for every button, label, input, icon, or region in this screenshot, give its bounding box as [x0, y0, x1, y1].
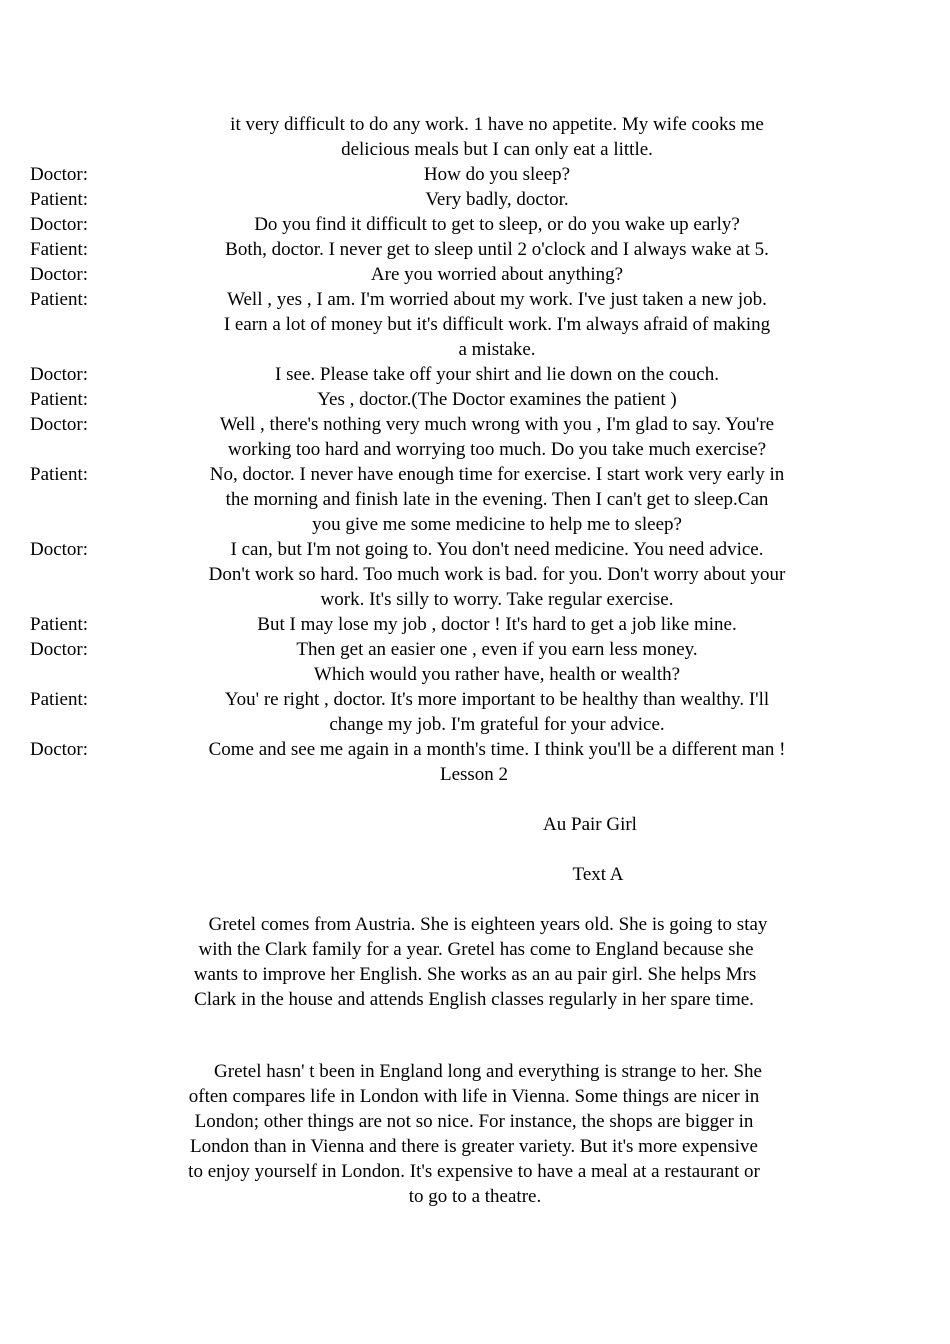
dialogue-text: How do you sleep?	[423, 164, 571, 185]
dialogue-line	[0, 512, 950, 537]
dialogue-speaker: Doctor:	[30, 364, 89, 385]
dialogue-text: Well , there's nothing very much wrong with you , I'm glad to say. You're	[219, 414, 775, 435]
dialogue-line	[0, 462, 950, 487]
paragraph-text: wants to improve her English. She works as an au pair girl. She helps Mrs	[193, 964, 757, 985]
paragraph-line	[0, 962, 950, 987]
dialogue-line	[0, 687, 950, 712]
dialogue-line	[0, 337, 950, 362]
dialogue-line	[0, 362, 950, 387]
paragraph-text: Gretel hasn' t been in England long and everything is strange to her. She	[214, 1061, 762, 1082]
dialogue-speaker: Patient:	[30, 464, 89, 485]
dialogue-text: Do you find it difficult to get to sleep, or do you wake up early?	[254, 214, 740, 235]
dialogue-text: You' re right , doctor. It's more important to be healthy than wealthy. I'll	[224, 689, 770, 710]
dialogue-line	[0, 287, 950, 312]
lesson-title: Au Pair Girl	[543, 814, 637, 835]
paragraph-text: to go to a theatre.	[408, 1186, 542, 1207]
dialogue-line	[0, 187, 950, 212]
dialogue-speaker: Fatient:	[30, 239, 89, 260]
dialogue-line	[0, 262, 950, 287]
dialogue-speaker: Doctor:	[30, 414, 89, 435]
paragraph-text: to enjoy yourself in London. It's expensive to have a meal at a restaurant or	[188, 1161, 760, 1182]
dialogue-text: I earn a lot of money but it's difficult work. I'm always afraid of making	[223, 314, 771, 335]
lesson-title-line	[0, 812, 950, 837]
dialogue-line	[0, 662, 950, 687]
text-label: Text A	[572, 864, 624, 885]
paragraph-text: Gretel comes from Austria. She is eighteen years old. She is going to stay	[208, 914, 768, 935]
dialogue-text: Don't work so hard. Too much work is bad. for you. Don't worry about your	[208, 564, 786, 585]
paragraph-line	[0, 1059, 950, 1084]
dialogue-line	[0, 712, 950, 737]
dialogue-speaker: Patient:	[30, 689, 89, 710]
dialogue-line	[0, 612, 950, 637]
dialogue-line	[0, 237, 950, 262]
paragraph-line	[0, 1184, 950, 1209]
paragraph-line	[0, 1109, 950, 1134]
dialogue-speaker: Patient:	[30, 614, 89, 635]
dialogue-text: No, doctor. I never have enough time for exercise. I start work very early in	[209, 464, 785, 485]
paragraph-line	[0, 937, 950, 962]
paragraph-text: with the Clark family for a year. Gretel has come to England because she	[198, 939, 754, 960]
paragraph-text: Clark in the house and attends English classes regularly in her spare time.	[194, 989, 754, 1010]
dialogue-line	[0, 437, 950, 462]
dialogue-text: Come and see me again in a month's time. I think you'll be a different man !	[208, 739, 786, 760]
dialogue-text: Then get an easier one , even if you earn less money.	[296, 639, 698, 660]
dialogue-speaker: Patient:	[30, 189, 89, 210]
dialogue-text: I can, but I'm not going to. You don't need medicine. You need advice.	[230, 539, 764, 560]
dialogue-speaker: Doctor:	[30, 539, 89, 560]
dialogue-text: working too hard and worrying too much. Do you take much exercise?	[227, 439, 767, 460]
dialogue-text: Well , yes , I am. I'm worried about my work. I've just taken a new job.	[227, 289, 767, 310]
paragraph-line	[0, 1159, 950, 1184]
dialogue-text: Are you worried about anything?	[370, 264, 624, 285]
dialogue-text: Very badly, doctor.	[425, 189, 569, 210]
lesson-label: Lesson 2	[439, 764, 509, 785]
dialogue-line	[0, 637, 950, 662]
dialogue-speaker: Doctor:	[30, 264, 89, 285]
dialogue-line	[0, 312, 950, 337]
dialogue-speaker: Doctor:	[30, 739, 89, 760]
dialogue-text: a mistake.	[458, 339, 536, 360]
dialogue-line	[0, 212, 950, 237]
dialogue-text: change my job. I'm grateful for your advice.	[329, 714, 665, 735]
dialogue-speaker: Patient:	[30, 289, 89, 310]
dialogue-line	[0, 587, 950, 612]
dialogue-text: Both, doctor. I never get to sleep until 2 o'clock and I always wake at 5.	[225, 239, 769, 260]
dialogue-line	[0, 537, 950, 562]
dialogue-text: But I may lose my job , doctor ! It's hard to get a job like mine.	[257, 614, 737, 635]
dialogue-text: Yes , doctor.(The Doctor examines the patient )	[317, 389, 677, 410]
paragraph-line	[0, 1134, 950, 1159]
lesson-label-line	[0, 762, 950, 787]
dialogue-speaker: Patient:	[30, 389, 89, 410]
dialogue-line	[0, 487, 950, 512]
dialogue-line	[0, 412, 950, 437]
dialogue-line	[0, 137, 950, 162]
dialogue-line	[0, 387, 950, 412]
dialogue-speaker: Doctor:	[30, 214, 89, 235]
dialogue-text: the morning and finish late in the evening. Then I can't get to sleep.Can	[225, 489, 769, 510]
dialogue-line	[0, 737, 950, 762]
text-label-line	[0, 862, 950, 887]
dialogue-text: work. It's silly to worry. Take regular exercise.	[320, 589, 674, 610]
dialogue-text: Which would you rather have, health or wealth?	[313, 664, 681, 685]
paragraph-text: London than in Vienna and there is greater variety. But it's more expensive	[190, 1136, 758, 1157]
paragraph-line	[0, 1084, 950, 1109]
dialogue-line	[0, 112, 950, 137]
dialogue-text: I see. Please take off your shirt and lie down on the couch.	[275, 364, 719, 385]
dialogue-text: it very difficult to do any work. 1 have no appetite. My wife cooks me	[230, 114, 764, 135]
dialogue-text: delicious meals but I can only eat a little.	[341, 139, 653, 160]
paragraph-text: often compares life in London with life in Vienna. Some things are nicer in	[188, 1086, 760, 1107]
dialogue-text: you give me some medicine to help me to sleep?	[312, 514, 682, 535]
paragraph-text: London; other things are not so nice. For instance, the shops are bigger in	[194, 1111, 754, 1132]
dialogue-line	[0, 162, 950, 187]
paragraph-line	[0, 987, 950, 1012]
dialogue-speaker: Doctor:	[30, 164, 89, 185]
dialogue-line	[0, 562, 950, 587]
dialogue-speaker: Doctor:	[30, 639, 89, 660]
paragraph-line	[0, 912, 950, 937]
